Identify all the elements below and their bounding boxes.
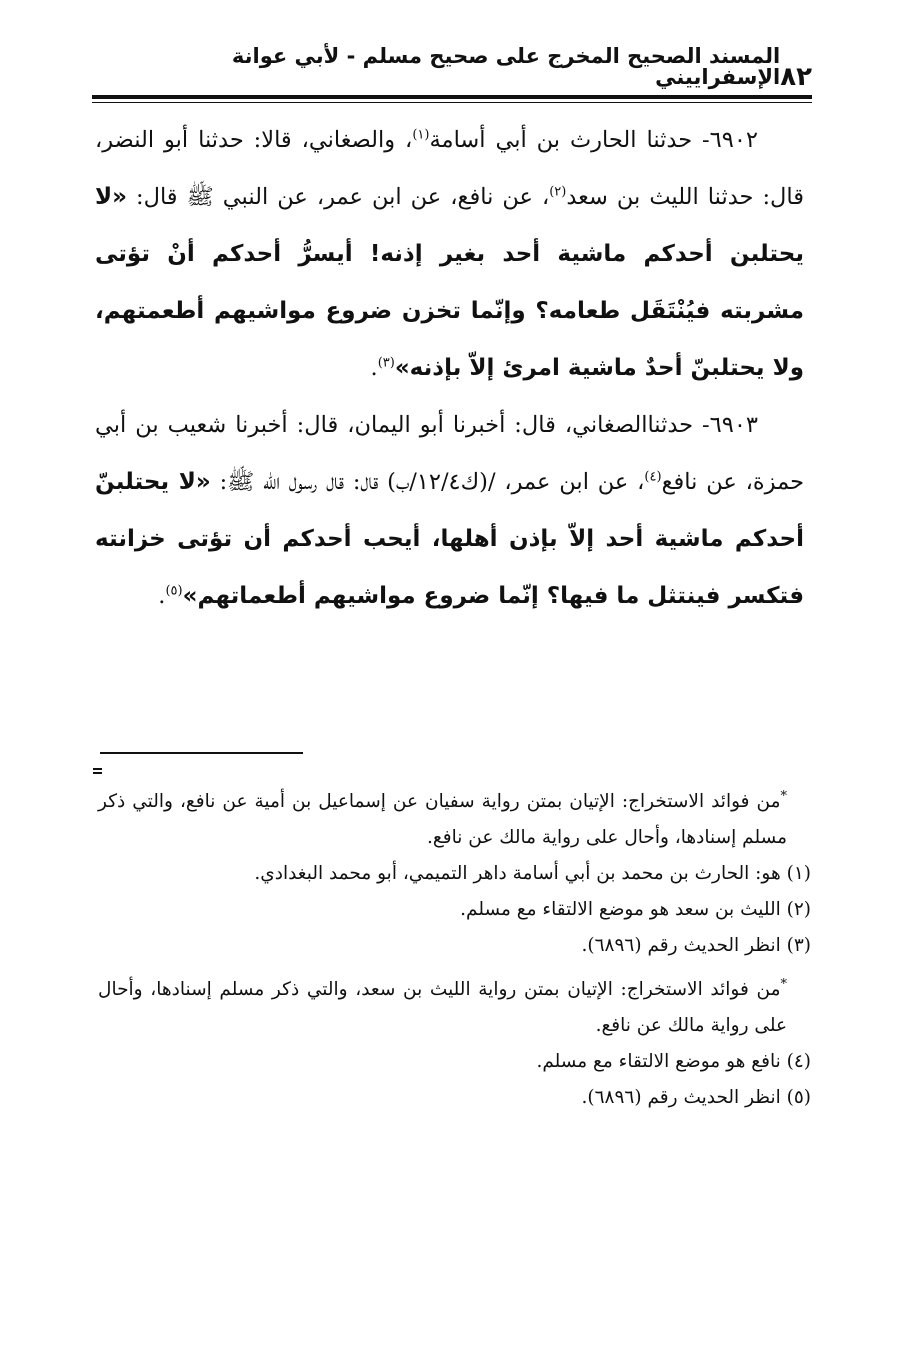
hadith-6903-text: «لا يحتلبنّ أحدكم ماشية أحد إلاّ بإذن أهلها، أيحب أحدكم أن تؤتى خزانته فتكسر فينتثل ما فيها؟ إنّما ضروع مواشيهم أطعماتهم» xyxy=(95,469,804,609)
page-number: ٨٢ xyxy=(780,62,812,92)
footnote-separator xyxy=(100,752,303,754)
footnote-mark xyxy=(93,768,102,770)
header-rule-thin xyxy=(92,102,812,103)
star-mark: * xyxy=(780,788,787,804)
footnotes xyxy=(98,784,811,1116)
footnote-ref-2: (٢) xyxy=(549,184,567,200)
hadith-6902-intro: ٦٩٠٢- حدثنا الحارث بن أبي أسامة xyxy=(429,127,758,153)
footnote-ref-1: (١) xyxy=(412,127,430,143)
hadith-6903 xyxy=(95,397,804,625)
footnote-2: (٢) الليث بن سعد هو موضع الالتقاء مع مسلم. xyxy=(460,899,811,920)
footnote-4: (٤) نافع هو موضع الالتقاء مع مسلم. xyxy=(536,1051,811,1072)
running-title: المسند الصحيح المخرج على صحيح مسلم - لأبي عوانة الإسفراييني xyxy=(231,44,781,89)
footnote-ref-5: (٥) xyxy=(165,583,183,599)
hadith-6903-chain: ، عن ابن عمر، /(ك١٢/٤/ب) قال: قال رسول الله ﷺ: xyxy=(210,469,645,495)
footnote-star-1-text: من فوائد الاستخراج: الإتيان بمتن رواية سفيان عن إسماعيل بن أمية عن نافع، والتي ذكر مسلم إسنادها، وأحال على رواية مالك عن نافع. xyxy=(98,791,787,848)
footnote-star-2 xyxy=(98,972,811,1044)
hadith-6902-end: . xyxy=(370,355,378,381)
hadith-6902 xyxy=(95,112,804,397)
footnote-5: (٥) انظر الحديث رقم (٦٨٩٦). xyxy=(581,1087,811,1108)
hadith-6903-end: . xyxy=(158,583,166,609)
hadith-6902-chain: ، والصغاني، قالا: حدثنا أبو النضر، قال: حدثنا الليث بن سعد xyxy=(95,127,804,210)
footnote-star-2-text: من فوائد الاستخراج: الإتيان بمتن رواية الليث بن سعد، والتي ذكر مسلم إسنادها، وأحال على رواية مالك عن نافع. xyxy=(98,979,787,1036)
page-header xyxy=(92,44,812,94)
footnote-ref-3: (٣) xyxy=(377,355,395,371)
footnote-star-1 xyxy=(98,784,811,856)
footnote-ref-4: (٤) xyxy=(644,469,662,485)
star-mark: * xyxy=(780,976,787,992)
main-text xyxy=(95,112,804,625)
hadith-6902-text: «لا يحتلبن أحدكم ماشية أحد بغير إذنه! أيسرُّ أحدكم أنْ تؤتى مشربته فيُنْتَقَل طعامه؟ وإنّما تخزن ضروع مواشيهم أطعمتهم، ولا يحتلبنّ أحدٌ ماشية امرئ إلاّ بإذنه» xyxy=(95,184,804,381)
footnote-3: (٣) انظر الحديث رقم (٦٨٩٦). xyxy=(581,935,811,956)
footnote-1: (١) هو: الحارث بن محمد بن أبي أسامة داهر التميمي، أبو محمد البغدادي. xyxy=(254,863,811,884)
hadith-6903-intro: ٦٩٠٣- حدثناالصغاني، قال: أخبرنا أبو اليمان، قال: أخبرنا شعيب بن أبي حمزة، عن نافع xyxy=(95,412,805,495)
hadith-6902-chain-end: ، عن نافع، عن ابن عمر، عن النبي ﷺ قال: xyxy=(126,184,550,210)
header-rule-thick xyxy=(92,95,812,99)
